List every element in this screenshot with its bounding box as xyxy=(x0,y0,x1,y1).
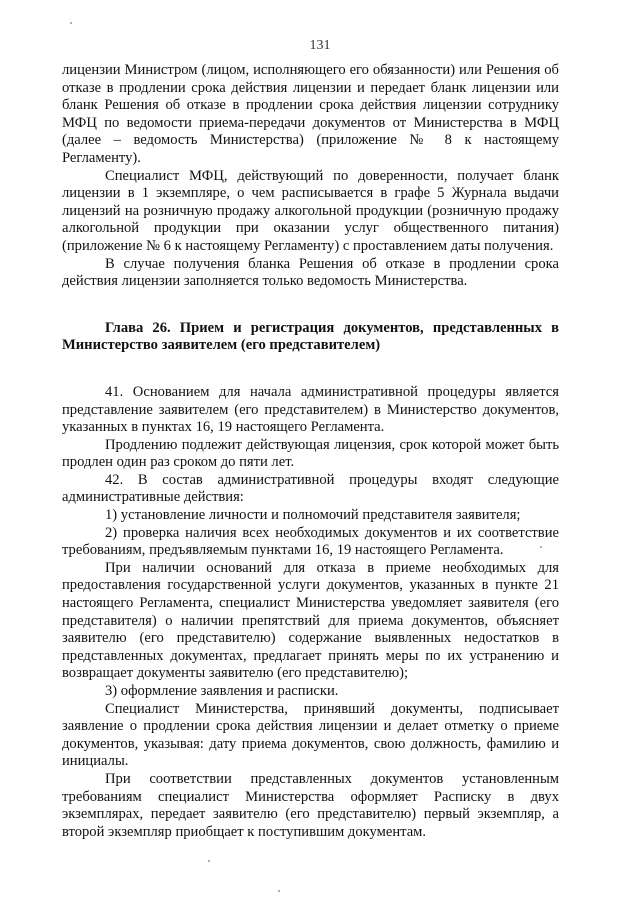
paragraph: Продлению подлежит действующая лицензия, срок которой может быть продлен один раз сроком до пяти лет. xyxy=(62,436,559,471)
list-item: 3) оформление заявления и расписки. xyxy=(105,683,339,699)
paragraph: Специалист Министерства, принявший документы, подписывает заявление о продлении срока действия лицензии и делает отметку о приеме документов, указывая: дату приема документов, свою должность, фамилию и инициалы. xyxy=(62,700,559,770)
paragraph: Специалист МФЦ, действующий по доверенности, получает бланк лицензии в 1 экземпляре, о чем расписывается в графе 5 Журнала выдачи лицензий на розничную продажу алкогольной продукции (розничную продажу алкогольной продукции при оказании услуг общественного питания) (приложение № 6 к настоящему Регламенту) с проставлением даты получения. xyxy=(62,167,559,254)
paragraph: 42. В состав административной процедуры входят следующие административные действия: xyxy=(62,471,559,506)
paragraph: лицензии Министром (лицом, исполняющего его обязанности) или Решения об отказе в продлении срока действия лицензии и передает бланк лицензии или бланк Решения об отказе в продлении срока действия лицензии сотруднику МФЦ по ведомости приема-передачи документов от Министерства в МФЦ (далее – ведомость Министерства) (приложение № 8 к настоящему Регламенту). xyxy=(62,62,559,166)
paragraph: 41. Основанием для начала административной процедуры является представление заявителем (его представителем) в Министерство документов, указанных в пунктах 16, 19 настоящего Регламента. xyxy=(62,383,559,436)
page-number: 131 xyxy=(309,38,331,53)
paragraph: В случае получения бланка Решения об отказе в продлении срока действия лицензии заполняется только ведомость Министерства. xyxy=(62,255,559,290)
list-item: 1) установление личности и полномочий представителя заявителя; xyxy=(105,507,521,524)
scan-speck xyxy=(70,22,72,24)
scan-speck xyxy=(540,546,542,548)
paragraph: При наличии оснований для отказа в приеме необходимых для предоставления государственной услуги документов, указанных в пункте 21 настоящего Регламента, специалист Министерства уведомляет заявителя (его представителя) о наличии препятствий для приема документов, объясняет заявителю (его представителю) содержание выявленных недостатков в представленных документах, предлагает принять меры по их устранению и возвращает документы заявителю (его представителю); xyxy=(62,559,559,682)
scan-speck xyxy=(278,890,280,892)
chapter-heading: Глава 26. Прием и регистрация документов, представленных в Министерство заявителем (его представителем) xyxy=(62,319,559,354)
paragraph: При соответствии представленных документов установленным требованиям специалист Министерства оформляет Расписку в двух экземплярах, передает заявителю (его представителю) первый экземпляр, а второй экземпляр приобщает к поступившим документам. xyxy=(62,770,559,840)
scan-speck xyxy=(208,860,210,862)
document-body xyxy=(62,62,559,841)
list-item: 2) проверка наличия всех необходимых документов и их соответствие требованиям, предъявляемым пунктами 16, 19 настоящего Регламента. xyxy=(62,524,559,559)
